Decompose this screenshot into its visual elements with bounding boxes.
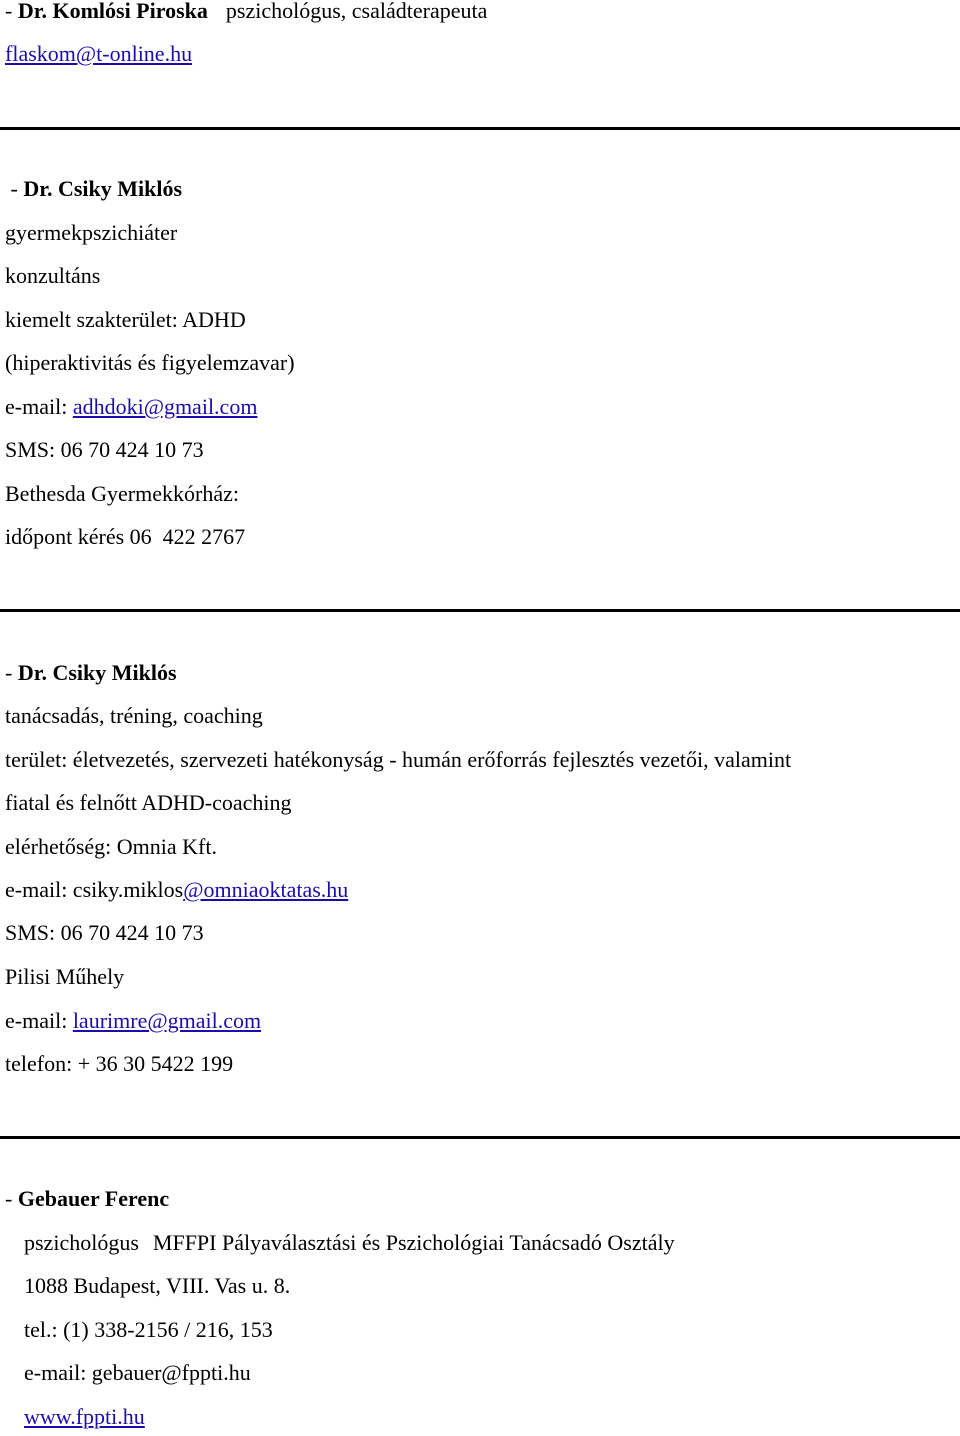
entry3-email-link[interactable]: @omniaoktatas.hu: [183, 877, 349, 902]
entry4-header: [5, 1186, 169, 1212]
entry1-name: Dr. Komlósi Piroska: [17, 0, 208, 23]
entry4-name: Gebauer Ferenc: [17, 1186, 170, 1211]
entry2-hospital: Bethesda Gyermekkórház:: [5, 481, 239, 506]
entry4-address: 1088 Budapest, VIII. Vas u. 8.: [24, 1273, 291, 1298]
divider-2: [0, 609, 960, 612]
entry2-email-label: e-mail:: [5, 394, 73, 419]
entry2-line-specialty: kiemelt szakterület: ADHD: [5, 307, 246, 332]
entry4-website-row: [24, 1404, 145, 1430]
entry2-line-specialty-detail: (hiperaktivitás és figyelemzavar): [5, 350, 295, 375]
entry2-header: [5, 176, 182, 202]
divider-3: [0, 1136, 960, 1139]
entry3-services: tanácsadás, tréning, coaching: [5, 703, 263, 728]
entry4-email: e-mail: gebauer@fppti.hu: [24, 1360, 251, 1385]
entry3-email-row: [5, 877, 348, 903]
entry3-workshop: Pilisi Műhely: [5, 964, 125, 989]
entry2-appointment: időpont kérés 06 422 2767: [5, 524, 246, 549]
entry4-prefix: -: [5, 1186, 18, 1211]
entry3-phone: telefon: + 36 30 5422 199: [5, 1051, 234, 1076]
entry2-email-row: [5, 394, 257, 420]
entry2-prefix: -: [5, 176, 24, 201]
entry1-prefix: -: [5, 0, 18, 23]
entry3-email2-link[interactable]: laurimre@gmail.com: [72, 1008, 262, 1033]
entry1-email-link[interactable]: flaskom@t-online.hu: [5, 41, 193, 66]
entry4-org: MFFPI Pályaválasztási és Pszichológiai Tanácsadó Osztály: [152, 1230, 675, 1255]
entry2-line-consultant: konzultáns: [5, 263, 101, 288]
entry3-name: Dr. Csiky Miklós: [17, 660, 177, 685]
entry3-header: [5, 660, 177, 686]
entry1-title: pszichológus, családterapeuta: [225, 0, 488, 23]
entry3-area-line1: terület: életvezetés, szervezeti hatékonyság - humán erőforrás fejlesztés vezetői, valamint: [5, 747, 792, 772]
entry4-role: pszichológus: [24, 1230, 139, 1255]
entry3-email2-row: [5, 1008, 261, 1034]
entry4-role-row: [24, 1230, 675, 1256]
entry2-sms: SMS: 06 70 424 10 73: [5, 437, 204, 462]
entry3-email-label: e-mail: csiky.miklos: [5, 877, 184, 902]
entry3-email2-label: e-mail:: [5, 1008, 73, 1033]
entry3-prefix: -: [5, 660, 18, 685]
divider-1: [0, 127, 960, 130]
entry2-line-role: gyermekpszichiáter: [5, 220, 178, 245]
entry1-email-row: [5, 41, 192, 67]
entry4-tel: tel.: (1) 338-2156 / 216, 153: [24, 1317, 273, 1342]
entry2-email-link[interactable]: adhdoki@gmail.com: [72, 394, 258, 419]
entry3-area-line2: fiatal és felnőtt ADHD-coaching: [5, 790, 292, 815]
entry3-sms: SMS: 06 70 424 10 73: [5, 920, 204, 945]
entry2-name: Dr. Csiky Miklós: [23, 176, 183, 201]
entry4-website-link[interactable]: www.fppti.hu: [24, 1404, 145, 1429]
entry3-contact: elérhetőség: Omnia Kft.: [5, 834, 217, 859]
entry1-header: [5, 0, 487, 24]
